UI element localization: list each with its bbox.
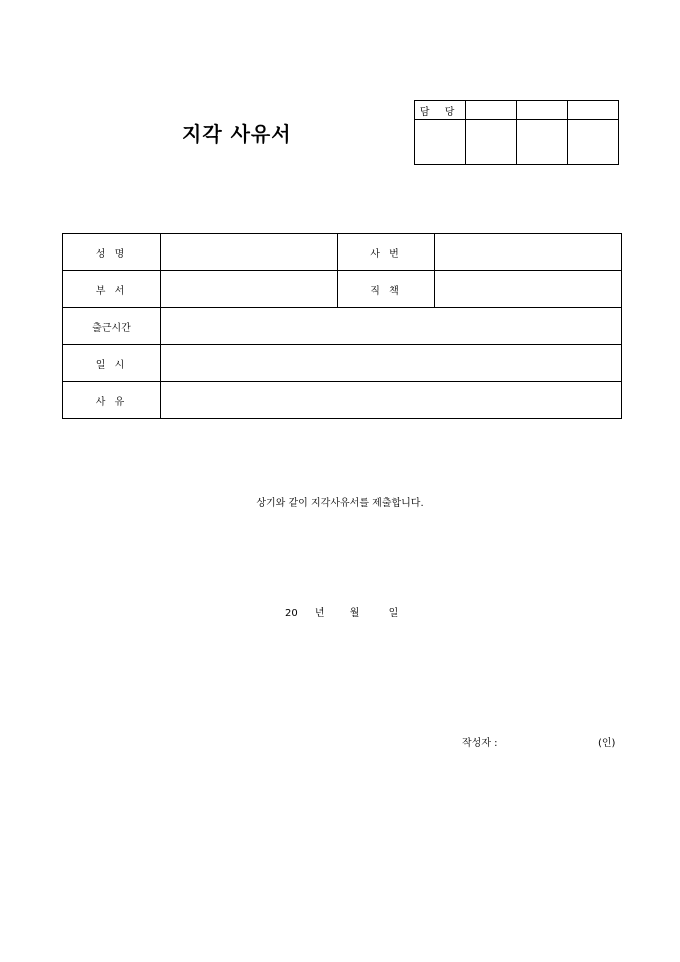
approval-signature-cell[interactable]: [415, 120, 466, 165]
date-line: [285, 604, 398, 619]
name-field[interactable]: [161, 234, 338, 271]
table-row: [63, 382, 622, 419]
year-prefix: 20: [285, 608, 298, 619]
position-field[interactable]: [435, 271, 622, 308]
submission-statement: 상기와 같이 지각사유서를 제출합니다.: [256, 498, 424, 509]
approval-box: [414, 100, 619, 165]
year-label: 년: [314, 608, 325, 619]
reason-field[interactable]: [161, 382, 622, 419]
table-row: [63, 271, 622, 308]
approval-signature-cell[interactable]: [466, 120, 517, 165]
reason-label: 사 유: [63, 382, 161, 419]
position-label: 직 책: [338, 271, 435, 308]
approval-signature-cell[interactable]: [517, 120, 568, 165]
seal-label: (인): [598, 738, 616, 749]
table-row: [63, 308, 622, 345]
employee-number-field[interactable]: [435, 234, 622, 271]
approval-header-cell[interactable]: [466, 101, 517, 120]
arrival-time-field[interactable]: [161, 308, 622, 345]
document-title: 지각 사유서: [182, 122, 292, 146]
approval-header-cell[interactable]: [568, 101, 619, 120]
arrival-time-label: 출근시간: [63, 308, 161, 345]
table-row: [63, 345, 622, 382]
info-table: [62, 233, 622, 419]
department-label: 부 서: [63, 271, 161, 308]
department-field[interactable]: [161, 271, 338, 308]
month-label: 월: [349, 608, 360, 619]
approval-label: 담 당: [415, 101, 466, 120]
datetime-field[interactable]: [161, 345, 622, 382]
employee-number-label: 사 번: [338, 234, 435, 271]
approval-signature-cell[interactable]: [568, 120, 619, 165]
name-label: 성 명: [63, 234, 161, 271]
day-label: 일: [388, 608, 399, 619]
approval-header-cell[interactable]: [517, 101, 568, 120]
author-label: 작성자 :: [462, 738, 498, 749]
datetime-label: 일 시: [63, 345, 161, 382]
table-row: [63, 234, 622, 271]
